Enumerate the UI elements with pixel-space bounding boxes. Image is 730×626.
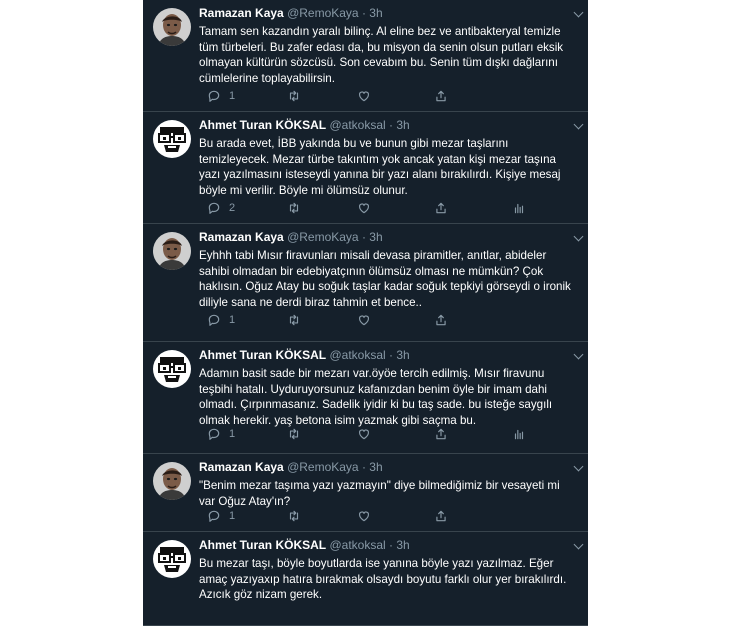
- reply-button[interactable]: [199, 312, 235, 328]
- retweet-icon: [287, 427, 301, 441]
- share-button[interactable]: [426, 88, 448, 104]
- avatar[interactable]: [153, 462, 191, 500]
- share-button[interactable]: [426, 312, 448, 328]
- author-handle[interactable]: @RemoKaya: [287, 6, 359, 20]
- tweet-text: Bu arada evet, İBB yakında bu ve bunun gibi mezar taşlarını temizleyecek. Mezar türbe takıntım yok ancak yatan kişi mezar taşına yazı yazılmasını isteseydi yanına bir yazı alanı bırakılırdı. Kişiye mesaj böyle mi verilir. Böyle mi ölümsüz olunur.: [199, 137, 561, 197]
- reply-icon: [207, 509, 221, 523]
- tweet[interactable]: [143, 454, 588, 532]
- share-button[interactable]: [426, 426, 448, 442]
- tweet-header: [199, 535, 579, 555]
- reply-icon: [207, 313, 221, 327]
- share-icon: [434, 509, 448, 523]
- tweet-text: Adamın basit sade bir mezarı var.öyöe tercih edilmiş. Mısır firavunu teşbihi hatalı. Uyduruyorsunuz kafanızdan benim öyle bir imam dahi olmadı. Çırpınmasanız. Sadelik iyidir ki bu taş sade. bu isteğe saygılı olmak herekir. yaş betona isim yazmak gibi saçma bu.: [199, 367, 553, 427]
- reply-button[interactable]: [199, 200, 235, 216]
- author-handle[interactable]: @RemoKaya: [287, 230, 359, 244]
- share-icon: [434, 201, 448, 215]
- person-photo-icon: [153, 8, 191, 46]
- tweet-timestamp[interactable]: 3h: [396, 118, 410, 132]
- like-button[interactable]: [349, 508, 371, 524]
- person-photo-icon: [153, 462, 191, 500]
- avatar[interactable]: [153, 232, 191, 270]
- person-photo-icon: [153, 232, 191, 270]
- reply-icon: [207, 201, 221, 215]
- avatar[interactable]: [153, 540, 191, 578]
- tweet-header: [199, 3, 579, 23]
- analytics-icon: [512, 201, 526, 215]
- heart-icon: [357, 201, 371, 215]
- avatar[interactable]: [153, 350, 191, 388]
- reply-count: 1: [229, 428, 236, 440]
- tweet-actions: [199, 312, 529, 328]
- reply-count: 2: [229, 202, 236, 214]
- share-icon: [434, 89, 448, 103]
- reply-count: 1: [229, 314, 236, 326]
- avatar[interactable]: [153, 120, 191, 158]
- tweet-timestamp[interactable]: 3h: [396, 538, 410, 552]
- analytics-button[interactable]: [504, 426, 526, 442]
- like-button[interactable]: [349, 88, 371, 104]
- retweet-button[interactable]: [279, 312, 301, 328]
- reply-count: 1: [229, 90, 236, 102]
- share-button[interactable]: [426, 200, 448, 216]
- author-name[interactable]: Ahmet Turan KÖKSAL: [199, 538, 327, 552]
- tweet-text: Eyhhh tabi Mısır firavunları misali devasa piramitler, anıtlar, abideler sahibi olmadan bir edebiyatçının ölümsüz olması ne mümkün? Çok haklısın. Oğuz Atay bu soğuk taşlar kadar soğuk tepkiyi görseydi o ironik diliyle sana ne derdi biraz tahmin et bence..: [199, 249, 571, 309]
- tweet[interactable]: [143, 224, 588, 342]
- author-handle[interactable]: @atkoksal: [329, 538, 386, 552]
- share-icon: [434, 313, 448, 327]
- retweet-button[interactable]: [279, 200, 301, 216]
- tweet-timestamp[interactable]: 3h: [369, 230, 383, 244]
- retweet-icon: [287, 201, 301, 215]
- retweet-icon: [287, 509, 301, 523]
- tweet-actions: [199, 200, 529, 216]
- author-name[interactable]: Ramazan Kaya: [199, 230, 284, 244]
- tweet-timestamp[interactable]: 3h: [369, 460, 383, 474]
- separator-dot: ·: [361, 230, 366, 244]
- author-name[interactable]: Ahmet Turan KÖKSAL: [199, 118, 327, 132]
- author-name[interactable]: Ramazan Kaya: [199, 6, 284, 20]
- heart-icon: [357, 89, 371, 103]
- tweet[interactable]: [143, 532, 588, 626]
- share-icon: [434, 427, 448, 441]
- tweet-timestamp[interactable]: 3h: [396, 348, 410, 362]
- heart-icon: [357, 313, 371, 327]
- tweet[interactable]: [143, 0, 588, 112]
- like-button[interactable]: [349, 200, 371, 216]
- reply-icon: [207, 427, 221, 441]
- share-button[interactable]: [426, 508, 448, 524]
- author-handle[interactable]: @atkoksal: [329, 118, 386, 132]
- tweet-header: [199, 345, 579, 365]
- retweet-icon: [287, 89, 301, 103]
- reply-icon: [207, 89, 221, 103]
- reply-button[interactable]: [199, 508, 235, 524]
- retweet-button[interactable]: [279, 426, 301, 442]
- tweet-text: Tamam sen kazandın yaralı bilinç. Al eline bez ve antibakteryal temizle tüm türbeleri. Bu zafer edası da, bu misyon da senin olsun putları eksik olmayan kültürün sözcüsü. Son cevabım bu. Senin tüm dışkı dağlarını cümlelerine toplayabilirsin.: [199, 25, 564, 85]
- retweet-button[interactable]: [279, 508, 301, 524]
- tweet-text: Bu mezar taşı, böyle boyutlarda ise yanına böyle yazı yazılmaz. Eğer amaç yazıyaxıp hatıra bırakmak olsaydı boyutu farklı olur yer bırakılırdı. Azıcık göz nizam gerek.: [199, 557, 567, 601]
- author-handle[interactable]: @RemoKaya: [287, 460, 359, 474]
- tweet[interactable]: [143, 112, 588, 224]
- separator-dot: ·: [389, 118, 394, 132]
- heart-icon: [357, 427, 371, 441]
- analytics-button[interactable]: [504, 200, 526, 216]
- author-name[interactable]: Ahmet Turan KÖKSAL: [199, 348, 327, 362]
- analytics-icon: [512, 427, 526, 441]
- reply-button[interactable]: [199, 426, 235, 442]
- cartoon-glasses-icon: [153, 120, 191, 158]
- author-name[interactable]: Ramazan Kaya: [199, 460, 284, 474]
- retweet-button[interactable]: [279, 88, 301, 104]
- cartoon-glasses-icon: [153, 540, 191, 578]
- tweet-thread: [143, 0, 588, 626]
- tweet-actions: [199, 88, 529, 104]
- reply-button[interactable]: [199, 88, 235, 104]
- reply-count: 1: [229, 510, 236, 522]
- heart-icon: [357, 509, 371, 523]
- tweet-timestamp[interactable]: 3h: [369, 6, 383, 20]
- tweet-header: [199, 457, 579, 477]
- cartoon-glasses-icon: [153, 350, 191, 388]
- separator-dot: ·: [361, 6, 366, 20]
- tweet-text: "Benim mezar taşıma yazı yazmayın" diye bilmediğimiz bir vesayeti mi var Oğuz Atay'ın?: [199, 479, 560, 508]
- like-button[interactable]: [349, 426, 371, 442]
- avatar[interactable]: [153, 8, 191, 46]
- tweet-header: [199, 115, 579, 135]
- separator-dot: ·: [389, 348, 394, 362]
- tweet-actions: [199, 426, 529, 442]
- like-button[interactable]: [349, 312, 371, 328]
- author-handle[interactable]: @atkoksal: [329, 348, 386, 362]
- separator-dot: ·: [361, 460, 366, 474]
- retweet-icon: [287, 313, 301, 327]
- tweet-header: [199, 227, 579, 247]
- tweet-actions: [199, 508, 529, 524]
- separator-dot: ·: [389, 538, 394, 552]
- tweet[interactable]: [143, 342, 588, 454]
